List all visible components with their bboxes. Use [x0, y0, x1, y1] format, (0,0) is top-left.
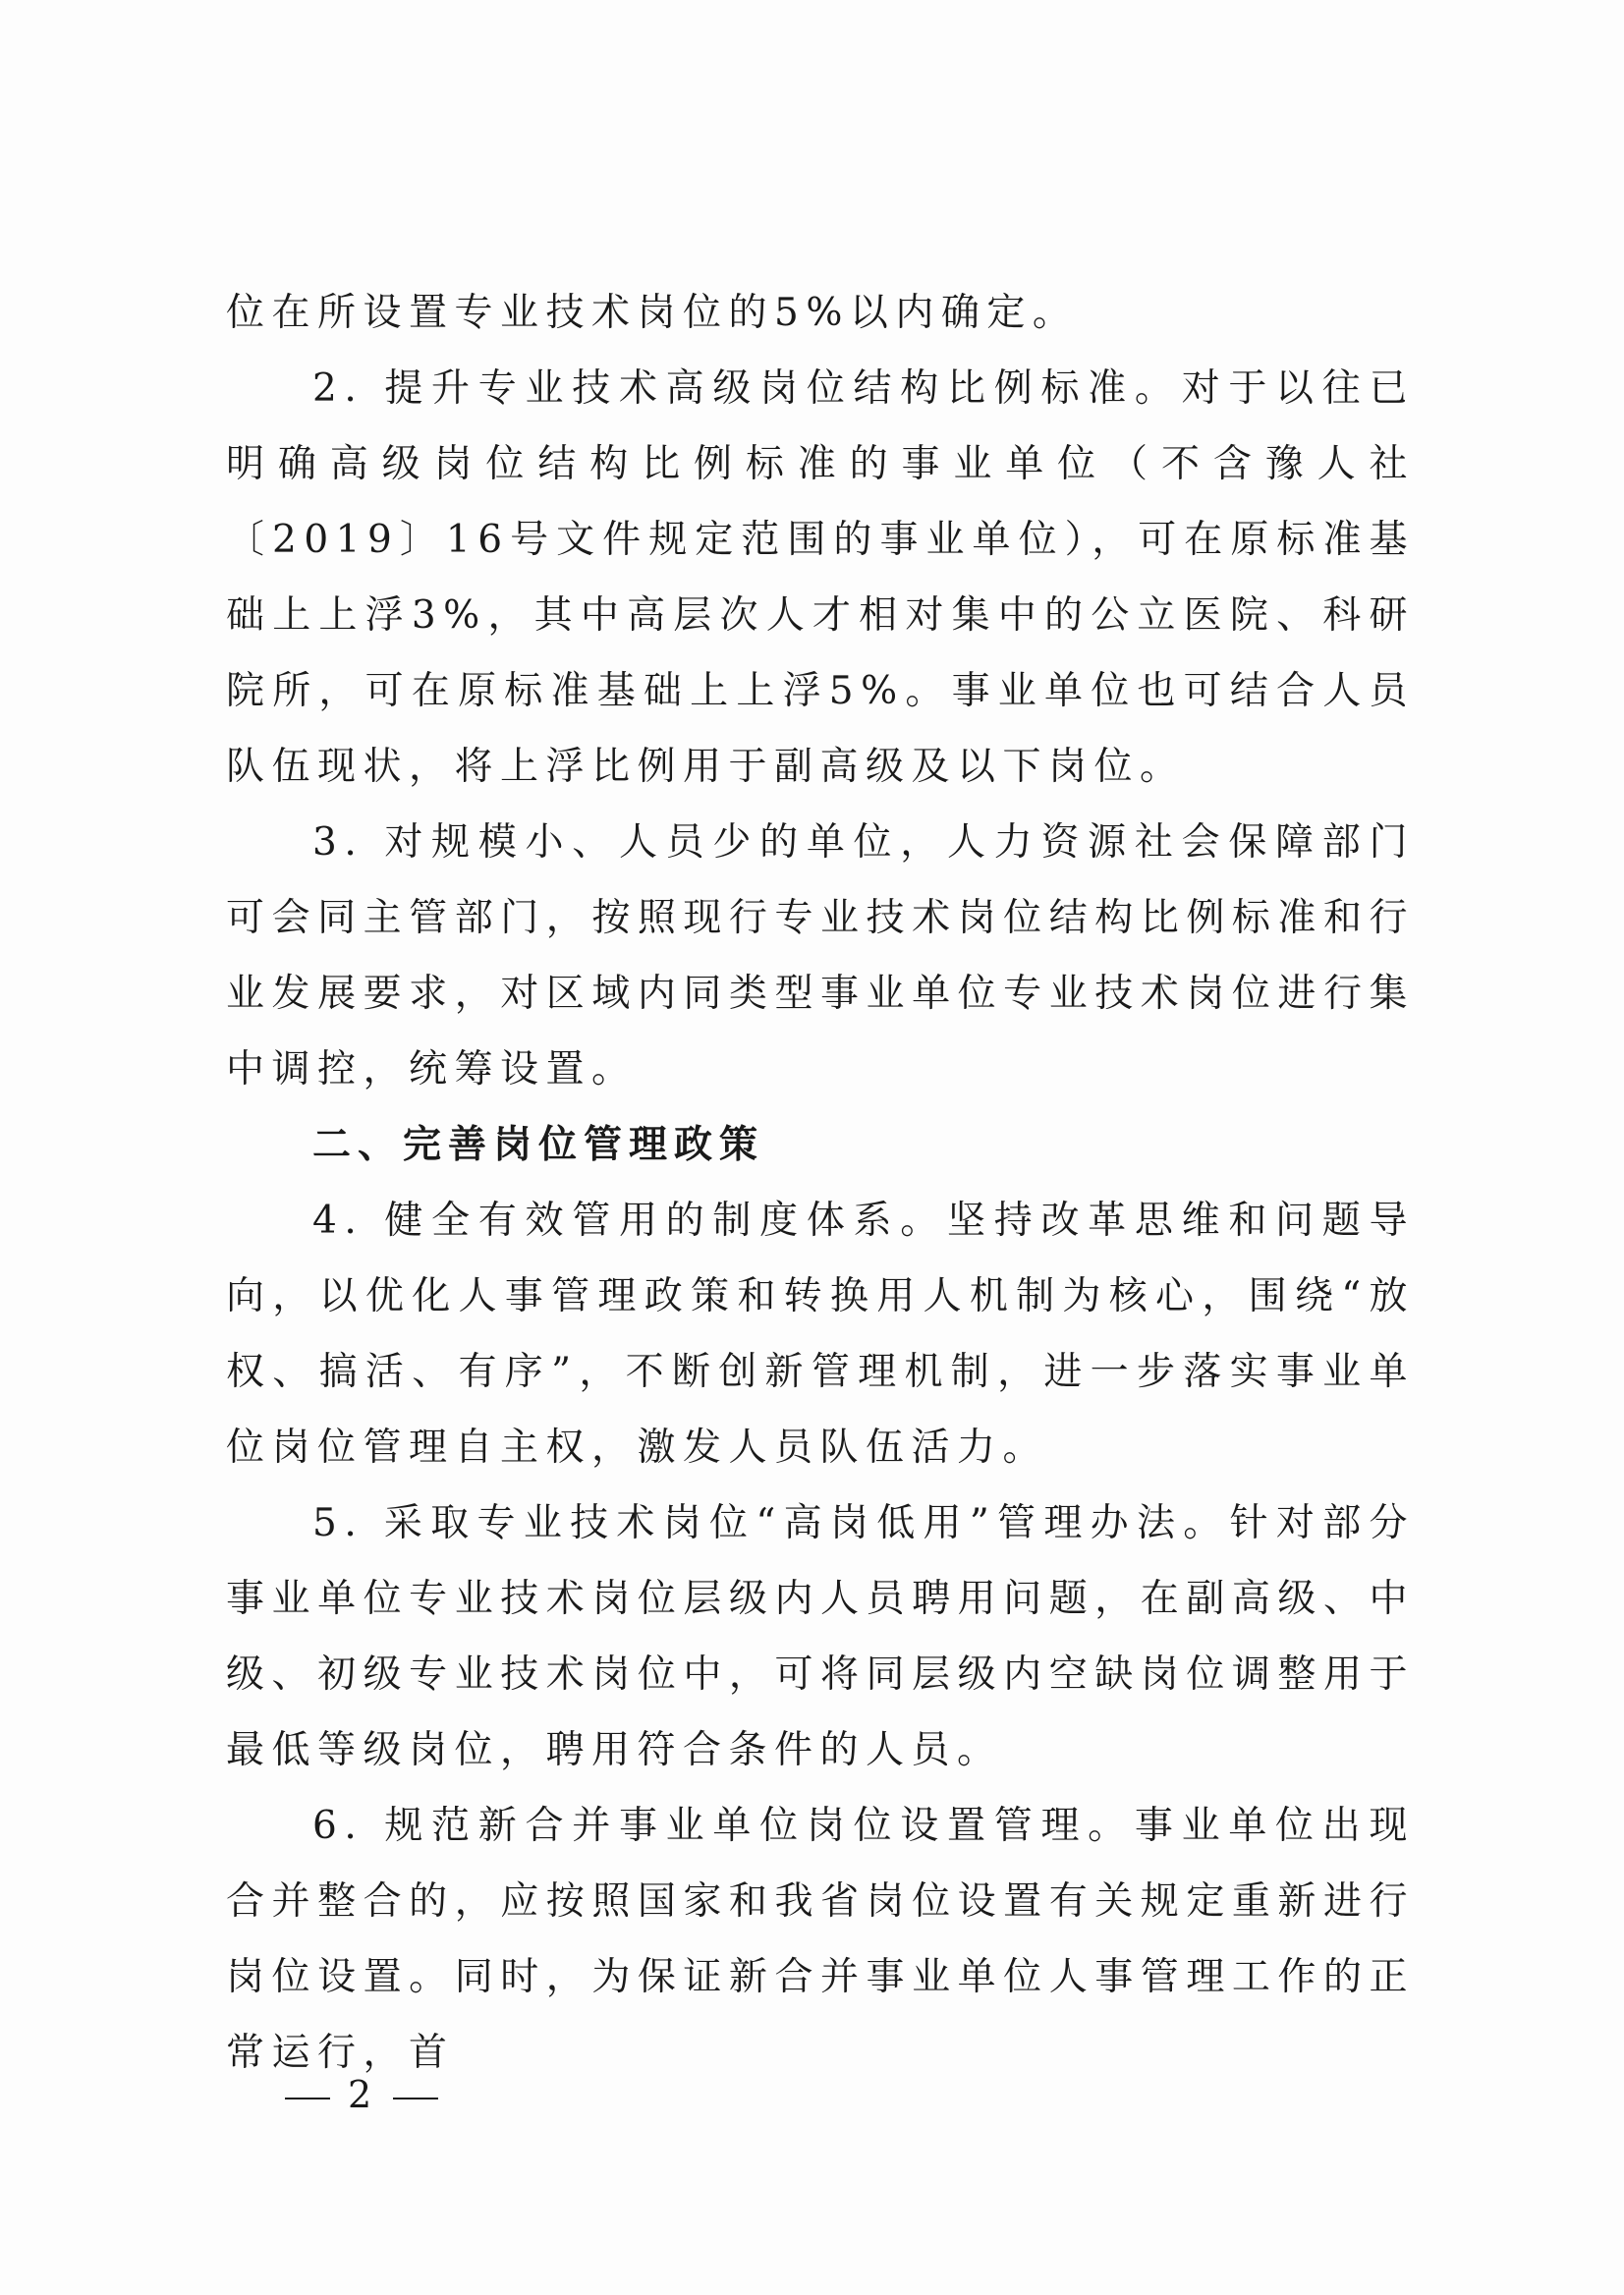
- document-body: [226, 275, 1415, 2091]
- page-number-right-dash: [393, 2098, 438, 2099]
- page-number: 2: [348, 2073, 376, 2116]
- paragraph-item-5: 5. 采取专业技术岗位“高岗低用”管理办法。针对部分事业单位专业技术岗位层级内人员聘用问题，在副高级、中级、初级专业技术岗位中，可将同层级内空缺岗位调整用于最低等级岗位，聘用符合条件的人员。: [226, 1501, 1415, 1772]
- page-number-left-dash: [285, 2098, 330, 2099]
- paragraph-item-3: 3. 对规模小、人员少的单位，人力资源社会保障部门可会同主管部门，按照现行专业技术岗位结构比例标准和行业发展要求，对区域内同类型事业单位专业技术岗位进行集中调控，统筹设置。: [226, 820, 1415, 1092]
- paragraph-continuation: 位在所设置专业技术岗位的5%以内确定。: [226, 291, 1079, 335]
- section-heading: 二、完善岗位管理政策: [312, 1123, 765, 1167]
- paragraph-item-6: 6. 规范新合并事业单位岗位设置管理。事业单位出现合并整合的，应按照国家和我省岗位设置有关规定重新进行岗位设置。同时，为保证新合并事业单位人事管理工作的正常运行，首: [226, 1804, 1415, 2075]
- paragraph-item-4: 4. 健全有效管用的制度体系。坚持改革思维和问题导向，以优化人事管理政策和转换用人机制为核心，围绕“放权、搞活、有序”，不断创新管理机制，进一步落实事业单位岗位管理自主权，激发人员队伍活力。: [226, 1199, 1415, 1470]
- paragraph-item-2: 2. 提升专业技术高级岗位结构比例标准。对于以往已明确高级岗位结构比例标准的事业单位（不含豫人社〔2019〕16号文件规定范围的事业单位），可在原标准基础上上浮3%，其中高层次人才相对集中的公立医院、科研院所，可在原标准基础上上浮5%。事业单位也可结合人员队伍现状，将上浮比例用于副高级及以下岗位。: [226, 366, 1415, 789]
- page-number-footer: [285, 2073, 438, 2116]
